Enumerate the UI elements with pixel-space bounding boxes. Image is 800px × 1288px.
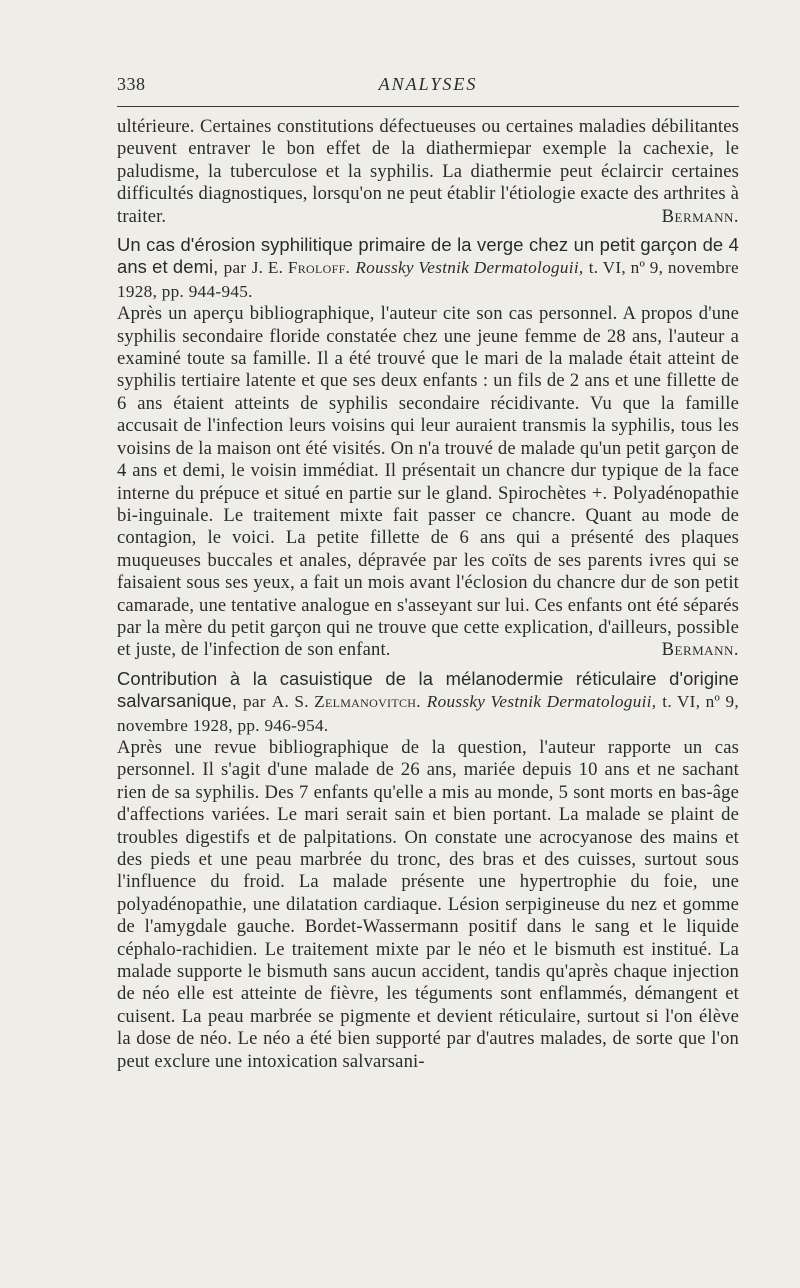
- page-header: [117, 70, 739, 96]
- article-author: A. S. Zelmanovitch.: [271, 692, 421, 712]
- page-number: 338: [117, 74, 146, 94]
- article-title: Contribution à la casuistique de la mélanodermie réticulaire d'origine salvarsanique,: [117, 667, 739, 712]
- article-paragraph: [117, 737, 739, 1073]
- continuation-paragraph: [117, 116, 739, 228]
- signature: Bermann.: [661, 639, 739, 661]
- article-paragraph: [117, 303, 739, 662]
- article-heading: [117, 668, 739, 737]
- article-citation: t. VI, nº 9, novembre 1928, pp. 946-954.: [117, 692, 739, 735]
- continuation-text: ultérieure. Certaines constitutions défectueuses ou certaines maladies débilitantes peuvent entraver le bon effet de la diathermiepar exemple la cachexie, le paludisme, la tuberculose et la syphilis. La diathermie peut éclaircir certaines difficultés diagnostiques, lorsqu'on ne peut établir l'étiologie exacte des arthrites à traiter.: [117, 116, 739, 227]
- article-title: Un cas d'érosion syphilitique primaire de la verge chez un petit garçon de 4 ans et demi,: [117, 234, 739, 278]
- article-text: Après une revue bibliographique de la question, l'auteur rapporte un cas personnel. Il s'agit d'une malade de 26 ans, mariée depuis 10 ans et ne sachant rien de sa syphilis. Des 7 enfants qu'elle a mis au monde, 5 sont morts en bas-âge d'affections variées. Le mari serait sain et bien portant. La malade se plaint de troubles digestifs et de palpitations. On constate une acrocyanose des mains et des pieds et une peau marbrée du tronc, des bras et des cuisses, surtout sous l'influence du froid. La malade présente une hypertrophie du foie, une polyadénopathie, une dilatation cardiaque. Lésion serpigineuse du nez et gomme de l'amygdale gauche. Bordet-Wassermann positif dans le sang et le liquide céphalo-rachidien. Le traitement mixte par le néo et le bismuth est institué. La malade supporte le bismuth sans aucun accident, tandis qu'après chaque injection de néo elle est atteinte de fièvre, les téguments sont enflammés, démangent et cuisent. La peau marbrée se pigmente et devient réticulaire, surtout si l'on élève la dose de néo. Le néo a été bien supporté par d'autres malades, de sorte que l'on peut exclure une intoxication salvarsani-: [117, 736, 739, 1072]
- article-text: Après un aperçu bibliographique, l'auteur cite son cas personnel. A propos d'une syphilis secondaire floride constatée chez une jeune femme de 28 ans, l'auteur a examiné toute sa famille. Il a été trouvé que le mari de la malade était atteint de syphilis tertiaire latente et que ses deux enfants : un fils de 2 ans et une fillette de 6 ans étaient atteints de syphilis secondaire récidivante. Vu que la famille accusait de l'infection leurs voisins qui leur auraient transmis la syphilis, tous les voisins de la maison ont été visités. On n'a trouvé de malade qu'un petit garçon de 4 ans et demi, le voisin immédiat. Il présentait un chancre dur typique de la face interne du prépuce et situé en partie sur le gland. Spirochètes +. Polyadénopathie bi-inguinale. Le traitement mixte fait passer ce chancre. Quant au mode de contagion, le voici. La petite fillette de 6 ans qui a présenté des plaques muqueuses buccales et anales, dépravée par les coïts de ses parents ivres qui se faisaient sous ses yeux, a fait un mois avant l'éclosion du chancre dur de son petit camarade, une tentative analogue en s'asseyant sur lui. Ces enfants ont été séparés par la mère du petit garçon qui ne trouve que cette explication, d'ailleurs, possible et juste, de l'infection de son enfant.: [117, 303, 739, 661]
- article-source: Roussky Vestnik Dermatologuii,: [355, 258, 584, 278]
- signature: Bermann.: [661, 205, 739, 227]
- running-title: ANALYSES: [378, 74, 478, 94]
- article-heading: [117, 234, 739, 303]
- article-by: par: [242, 692, 266, 712]
- article-citation: t. VI, nº 9, novembre 1928, pp. 944-945.: [117, 258, 739, 301]
- article-source: Roussky Vestnik Dermatologuii,: [426, 692, 657, 712]
- article-author: J. E. Froloff.: [251, 258, 351, 278]
- article-body: [117, 116, 739, 1073]
- header-rule: [117, 106, 739, 107]
- article-by: par: [223, 258, 247, 278]
